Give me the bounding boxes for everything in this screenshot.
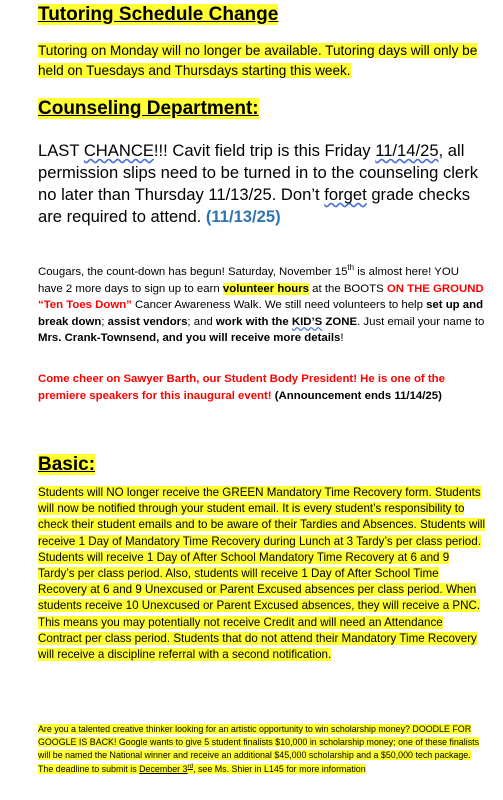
tutoring-text: Tutoring on Monday will no longer be available. Tutoring days will only be held on Tuesdays and Thursdays starting this week. bbox=[38, 43, 478, 78]
basic-heading: Basic: bbox=[38, 454, 96, 475]
counseling-heading: Counseling Department: bbox=[38, 98, 259, 119]
field-trip-date: 11/14/25 bbox=[375, 141, 439, 160]
tutoring-heading: Tutoring Schedule Change bbox=[38, 4, 279, 25]
counseling-announcement: LAST CHANCE!!! Cavit field trip is this Friday 11/14/25, all permission slips need to be turned in to the counseling clerk no later than Thursday 11/13/25. Don’t forget grade checks are required to attend. (11/13/25) bbox=[38, 141, 478, 226]
grade-check-date: (11/13/25) bbox=[205, 207, 281, 226]
cougars-walk-announcement: Cougars, the count-down has begun! Saturday, November 15th is almost here! YOU have 2 more days to sign up to earn volunteer hours at the BOOTS ON THE GROUND “Ten Toes Down” Cancer Awareness Walk. We still need volunteers to help set up and break down; assist vendors; and work with the KID’S ZONE. Just email your name to Mrs. Crank-Townsend, and you will receive more details! bbox=[38, 263, 485, 344]
basic-text: Students will NO longer receive the GREEN Mandatory Time Recovery form. Students will now be notified through your student email. It is every student’s responsibility to check their student emails and to be aware of their Tardies and Absences. Students will receive 1 Day of Mandatory Time Recovery during Lunch at 3 Tardy’s per class period. Students will receive 1 Day of After School Mandatory Time Recovery at 6 and 9 Tardy’s per class period. Also, students will receive 1 Day of After School Time Recovery at 6 and 9 Unexcused or Parent Excused absences per class period. When students receive 10 Unexcused or Parent Excused absences, they will receive a PNC. This means you may potentially not receive Credit and will need an Attendance Contract per class period. Students that do not attend their Mandatory Time Recovery will receive a discipline referral with a second notification. bbox=[38, 486, 486, 662]
cheer-announcement: Come cheer on Sawyer Barth, our Student Body President! He is one of the premiere speakers for this inaugural event! (Announcement ends 11/14/25) bbox=[38, 373, 445, 402]
tutoring-body bbox=[38, 41, 483, 81]
contact-name: Mrs. Crank-Townsend, and you will receive more details bbox=[38, 332, 341, 344]
deadline-month: December bbox=[139, 763, 181, 774]
forget-word: forget bbox=[324, 185, 367, 204]
event-name: ON THE GROUND “Ten Toes Down” bbox=[38, 282, 484, 311]
doodle-announcement: Are you a talented creative thinker looking for an artistic opportunity to win scholarship money? DOODLE FOR GOOGLE IS BACK! Google wants to give 5 student finalists $10,000 in scholarship money; one of these finalists will be named the National winner and receive an additional $45,000 scholarship and a $50,000 tech package. The deadline to submit is December 3rd, see Ms. Shier in L145 for more information bbox=[38, 724, 480, 774]
basic-body bbox=[38, 485, 488, 663]
chance-word: CHANCE bbox=[83, 141, 154, 160]
volunteer-hours: volunteer hours bbox=[222, 282, 309, 295]
